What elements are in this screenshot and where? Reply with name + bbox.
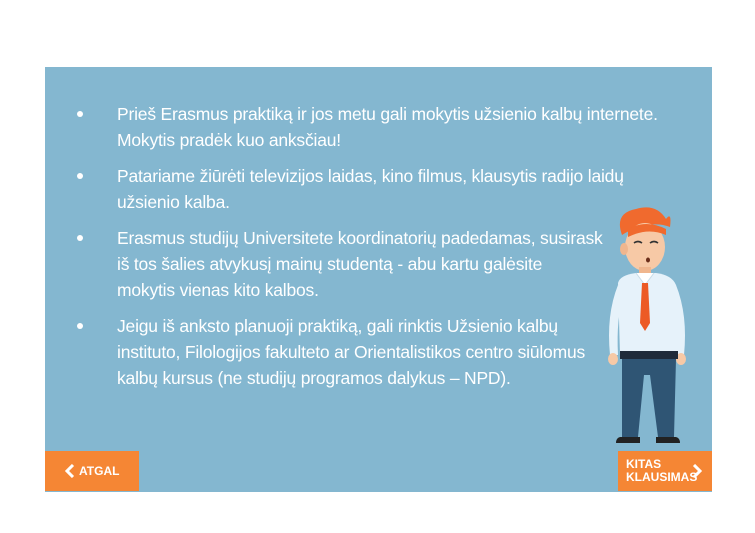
- tips-list: [65, 101, 665, 401]
- bullet-text: Jeigu iš anksto planuoji praktiką, gali rinktis Užsienio kalbų instituto, Filologijos fakulteto ar Orientalistikos centro siūlomus kalbų kursus (ne studijų programos dalykus – NPD).: [117, 316, 586, 388]
- bullet-text: Prieš Erasmus praktiką ir jos metu gali mokytis užsienio kalbų internete. Mokytis pradėk kuo anksčiau!: [117, 104, 658, 150]
- back-button[interactable]: [45, 451, 139, 491]
- bullet-dot-icon: [77, 111, 83, 117]
- bullet-text: Patariame žiūrėti televizijos laidas, kino filmus, klausytis radijo laidų užsienio kalba.: [117, 166, 624, 212]
- chevron-right-icon: [692, 464, 702, 478]
- bullet-dot-icon: [77, 235, 83, 241]
- student-character-illustration: [600, 205, 700, 450]
- bullet-dot-icon: [77, 173, 83, 179]
- chevron-left-icon: [65, 464, 75, 478]
- next-button-label: KITAS KLAUSIMAS: [626, 457, 698, 484]
- back-button-label: ATGAL: [79, 464, 120, 478]
- list-item: [65, 225, 665, 303]
- bullet-dot-icon: [77, 323, 83, 329]
- next-question-button[interactable]: [618, 451, 712, 491]
- list-item: [65, 313, 665, 391]
- bullet-text: Erasmus studijų Universitete koordinatorių padedamas, susirask iš tos šalies atvykusį mainų studentą - abu kartu galėsite mokytis vienas kito kalbos.: [117, 228, 603, 300]
- list-item: [65, 101, 665, 153]
- list-item: [65, 163, 665, 215]
